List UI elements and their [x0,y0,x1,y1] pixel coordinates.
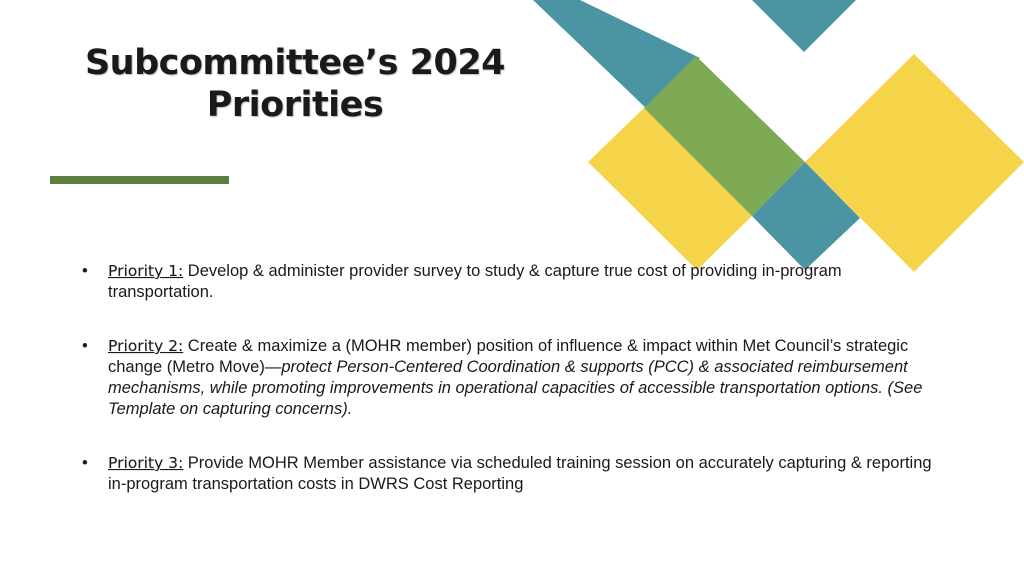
priority-1-label: Priority 1: [108,262,184,280]
priority-1-text: Develop & administer provider survey to study & capture true cost of providing in-program transportation. [108,262,842,301]
bullet-icon: • [82,454,88,472]
priority-item-3 [82,453,942,495]
title-line-2: Priorities [206,85,384,125]
bullet-icon: • [82,262,88,280]
bullet-icon: • [82,337,88,355]
priority-3-label: Priority 3: [108,454,184,472]
yellow-diamond-right [805,54,1024,272]
priority-item-1 [82,261,942,303]
title-underline-bar [50,176,229,184]
teal-triangle-top [752,0,856,52]
priority-2-text-italic: protect Person-Centered Coordination & supports (PCC) & associated reimbursement mechanisms, while promoting improvements in operational capacities of accessible transportation options. (See Template on capturing concerns). [108,358,923,418]
priority-2-label: Priority 2: [108,337,184,355]
priority-3-text: Provide MOHR Member assistance via scheduled training session on accurately capturing & reporting in-program transportation costs in DWRS Cost Reporting [108,454,932,493]
priority-item-2 [82,336,942,420]
priorities-list [82,261,942,495]
priority-2-text: Create & maximize a (MOHR member) position of influence & impact within Met Council’s strategic change (Metro Move)— [108,337,909,376]
title-line-1: Subcommittee’s 2024 [84,43,506,83]
slide-title [40,42,550,126]
